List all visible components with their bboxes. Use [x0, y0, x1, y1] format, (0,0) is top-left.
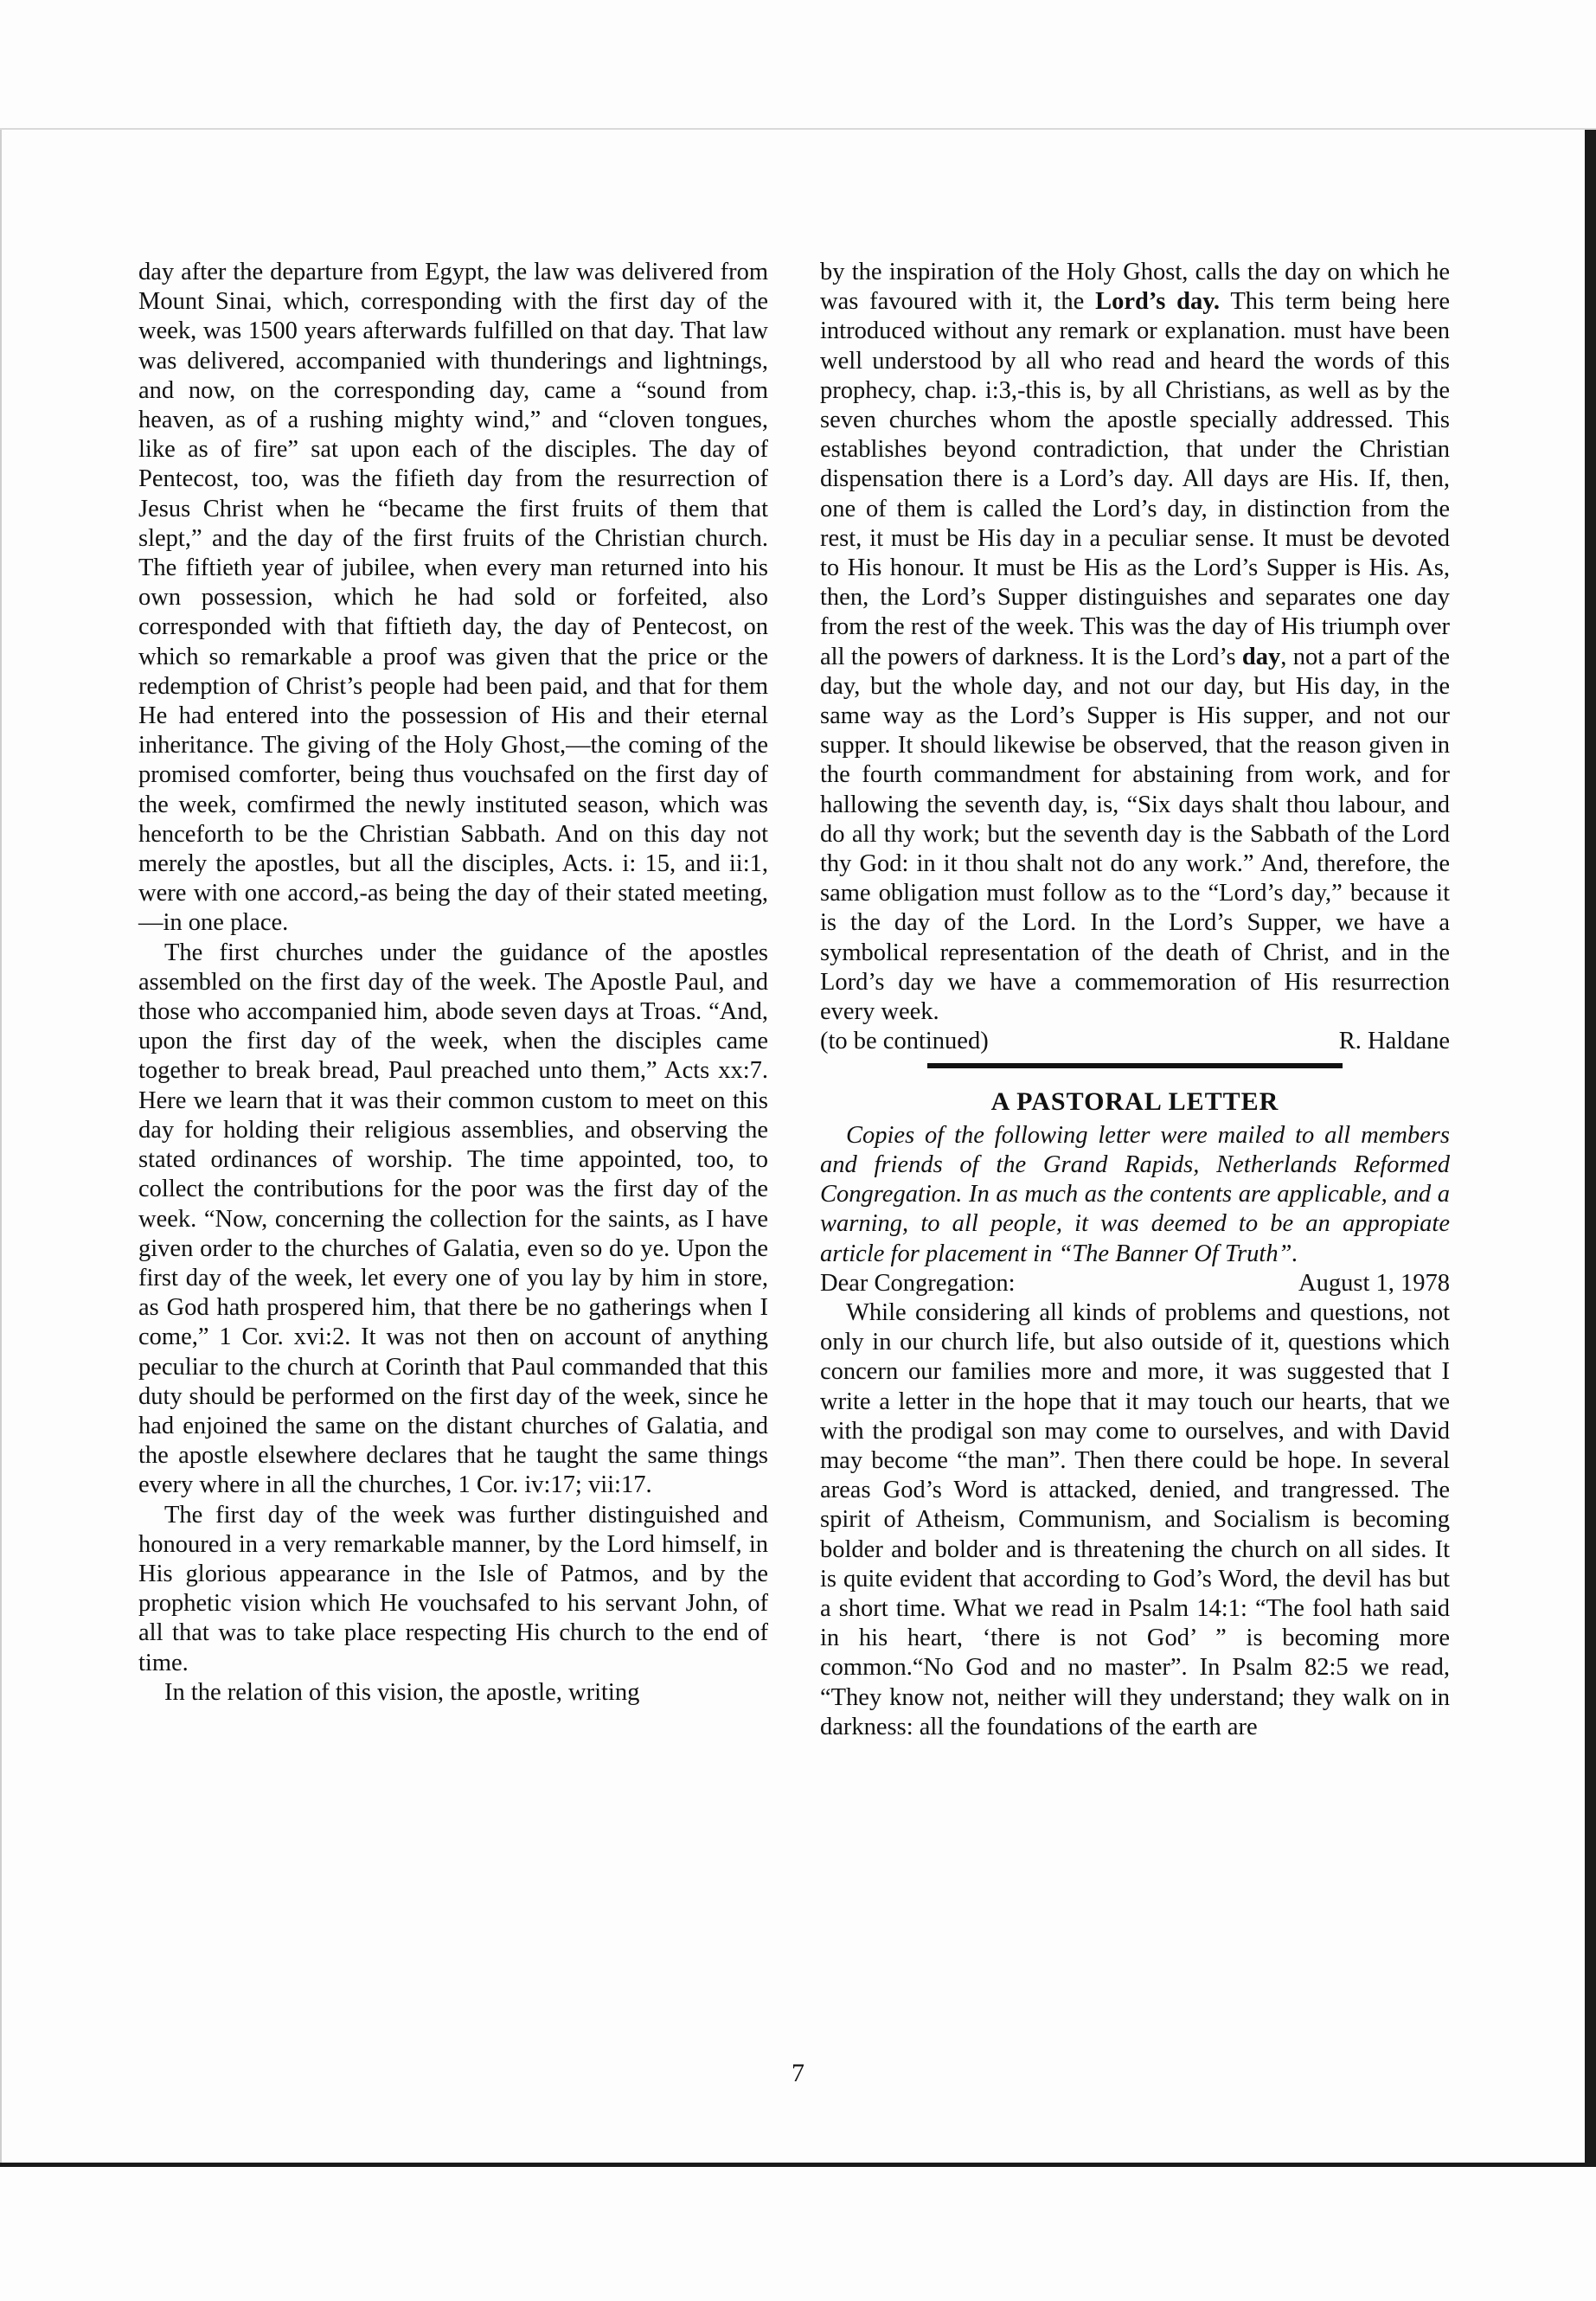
to-be-continued: (to be continued): [820, 1028, 989, 1055]
section-divider: [927, 1063, 1343, 1068]
left-paragraph-4: In the relation of this vision, the apostle, writing: [164, 1678, 640, 1706]
left-paragraph-3: The first day of the week was further distinguished and honoured in a very remarkable manner, by the Lord himself, in His glorious appearance in the Isle of Patmos, and by the prophetic vision which He vouchsafed to his servant John, of all that was to take place respecting His church to the end of time.: [138, 1501, 768, 1676]
right-paragraph-1: [820, 258, 1450, 1027]
letter-paragraph-1: While considering all kinds of problems and questions, not only in our church life, but also outside of it, questions which concern our families more and more, it was suggested that I write a letter in the hope that it may touch our hearts, that we with the prodigal son may come to ourselves, and with David may become “the man”. Then there could be hope. In several areas God’s Word is attacked, denied, and trangressed. The spirit of Atheism, Communism, and Socialism is becoming bolder and bolder and is threatening the church on all sides. It is quite evident that according to God’s Word, the devil has but a short time. What we read in Psalm 14:1: “The fool hath said in his heart, ‘there is not God’ ” is becoming more common.“No God and no master”. In Psalm 82:5 we read, “They know not, neither will they understand; they walk on in darkness: all the foundations of the earth are: [820, 1298, 1450, 1740]
article-heading: A PASTORAL LETTER: [990, 1087, 1279, 1117]
right-p1-text-c: , not a part of the day, but the whole day, and not our day, but His day, in the same way as the Lord’s Supper is His supper, and not our supper. It should likewise be observed, that the reason given in the fourth commandment for abstaining from work, and for hallowing the seventh day, is, “Six days shalt thou labour, and do all thy work; but the seventh day is the Sabbath of the Lord thy God: in it thou shalt not do any work.” And, therefore, the same obligation must follow as to the “Lord’s day,” because it is the day of the Lord. In the Lord’s Supper, we have a symbolical representation of the death of Christ, and in the Lord’s day we have a commemoration of His resurrection every week.: [820, 643, 1450, 1026]
letter-date: August 1, 1978: [1298, 1269, 1450, 1297]
right-p1-text-b: This term being here introduced without any remark or explanation. must have been well understood by all who read and heard the words of this prophecy, chap. i:3,-this is, by all Christians, as well as by the seven churches whom the apostle specially addressed. This establishes beyond contradiction, that under the Christian dispensation there is a Lord’s day. All days are His. If, then, one of them is called the Lord’s day, in distinction from the rest, it must be His day in a peculiar sense. It must be devoted to His honour. It must be His as the Lord’s Supper is His. As, then, the Lord’s Supper distinguishes and separates one day from the rest of the week. This was the day of His triumph over all the powers of darkness. It is the Lord’s: [820, 288, 1451, 670]
letter-salutation: Dear Congregation:: [820, 1269, 1016, 1297]
article-signature: [820, 1027, 1450, 1056]
page-number: 7: [792, 2059, 804, 2087]
scan-edge-right: [1585, 130, 1596, 2167]
scan-edge-top: [0, 128, 1596, 130]
letter-salutation-row: [820, 1269, 1450, 1298]
author-name: R. Haldane: [1338, 1028, 1450, 1055]
right-p1-bold-lords-day: Lord’s day.: [1095, 288, 1221, 316]
left-paragraph-2: The first churches under the guidance of the apostles assembled on the first day of the week. The Apostle Paul, and those who accompanied him, abode seven days at Troas. “And, upon the first day of the week, when the disciples came together to break bread, Paul preached unto them,” Acts xx:7. Here we learn that it was their common custom to meet on this day for holding their religious assemblies, and observing the stated ordinances of worship. The time appointed, too, to collect the contributions for the poor was the first day of the week. “Now, concerning the collection for the saints, as I have given order to the churches of Galatia, even so do ye. Upon the first day of the week, let every one of you lay by him in store, as God hath prospered him, that there be no gatherings when I come,” 1 Cor. xvi:2. It was not then on account of anything peculiar to the church at Corinth that Paul commanded that this duty should be performed on the first day of the week, since he had enjoined the same on the distant churches of Galatia, and the apostle elsewhere declares that he taught the same things every where in all the churches, 1 Cor. iv:17; vii:17.: [138, 939, 768, 1499]
right-column: [820, 258, 1450, 1742]
left-column: [138, 258, 768, 1708]
right-p1-bold-day: day: [1241, 643, 1281, 670]
scan-edge-bottom: [0, 2163, 1596, 2167]
left-paragraph-1: day after the departure from Egypt, the law was delivered from Mount Sinai, which, corresponding with the first day of the week, was 1500 years afterwards fulfilled on that day. That law was delivered, accompanied with thunderings and lightnings, and now, on the corresponding day, came a “sound from heaven, as of a rushing mighty wind,” and “cloven tongues, like as of fire” sat upon each of the disciples. The day of Pentecost, too, was the fifieth day from the resurrection of Jesus Christ when he “became the first fruits of them that slept,” and the day of the first fruits of the Christian church. The fiftieth year of jubilee, when every man returned into his own possession, which he had sold or forfeited, also corresponded with that fiftieth day, the day of Pentecost, on which so remarkable a proof was given that the price or the redemption of Christ’s people had been paid, and that for them He had entered into the possession of His and their eternal inheritance. The giving of the Holy Ghost,—the coming of the promised comforter, being thus vouchsafed on the first day of the week, comfirmed the newly instituted season, which was henceforth to be the Christian Sabbath. And on this day not merely the apostles, but all the disciples, Acts. i: 15, and ii:1, were with one accord,-as being the day of their stated meeting,—in one place.: [138, 259, 768, 937]
article-intro: Copies of the following letter were mailed to all members and friends of the Grand Rapids, Netherlands Reformed Congregation. In as much as the contents are applicable, and a warning, to all people, it was deemed to be an appropiate article for placement in “The Banner Of Truth”.: [820, 1121, 1450, 1267]
right-p1-text-a: by the inspiration of the Holy Ghost, calls the day on which he was favoured with it, the: [820, 259, 1450, 316]
scan-edge-left: [0, 130, 2, 2163]
